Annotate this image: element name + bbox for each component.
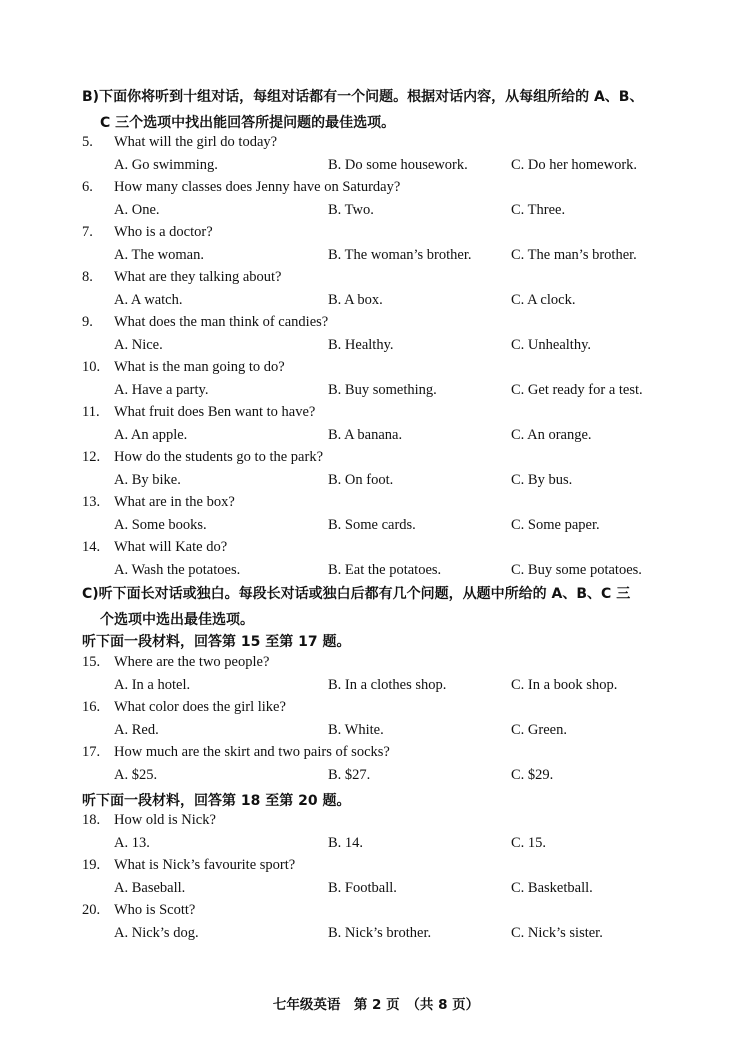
option-a: A. Nice.	[114, 337, 163, 353]
option-a: A. A watch.	[114, 292, 183, 308]
question-number: 10.	[82, 359, 101, 375]
option-c: C. Basketball.	[511, 880, 593, 896]
question-stem: How much are the skirt and two pairs of socks?	[114, 744, 390, 760]
question-7	[0, 224, 752, 269]
question-17	[0, 744, 752, 789]
option-b: B. Eat the potatoes.	[328, 562, 442, 578]
option-a: A. Red.	[114, 722, 159, 738]
option-c: C. By bus.	[511, 472, 573, 488]
option-a: A. Baseball.	[114, 880, 186, 896]
question-number: 18.	[82, 812, 101, 828]
section-c-heading-line1: C)听下面长对话或独白。每段长对话或独白后都有几个问题，从题中所给的 A、B、C 三	[82, 586, 631, 602]
question-number: 19.	[82, 857, 101, 873]
option-b: B. 14.	[328, 835, 364, 851]
section-b-heading	[82, 84, 682, 136]
option-a: A. Wash the potatoes.	[114, 562, 241, 578]
option-a: A. One.	[114, 202, 160, 218]
option-c: C. Three.	[511, 202, 566, 218]
option-c: C. Buy some potatoes.	[511, 562, 642, 578]
option-b: B. Buy something.	[328, 382, 437, 398]
option-b: B. Some cards.	[328, 517, 416, 533]
option-c: C. Green.	[511, 722, 567, 738]
page-footer: 七年级英语 第 2 页 （共 8 页）	[272, 997, 480, 1013]
question-stem: What fruit does Ben want to have?	[114, 404, 316, 420]
option-c: C. A clock.	[511, 292, 576, 308]
option-b: B. Football.	[328, 880, 397, 896]
question-stem: What does the man think of candies?	[114, 314, 329, 330]
question-stem: What will Kate do?	[114, 539, 228, 555]
option-b: B. Healthy.	[328, 337, 394, 353]
question-number: 16.	[82, 699, 101, 715]
question-stem: What are they talking about?	[114, 269, 282, 285]
question-stem: What are in the box?	[114, 494, 235, 510]
option-b: B. In a clothes shop.	[328, 677, 447, 693]
question-11	[0, 404, 752, 449]
option-a: A. By bike.	[114, 472, 181, 488]
question-stem: What will the girl do today?	[114, 134, 278, 150]
question-14	[0, 539, 752, 584]
question-9	[0, 314, 752, 359]
option-c: C. The man’s brother.	[511, 247, 637, 263]
option-a: A. An apple.	[114, 427, 188, 443]
option-b: B. White.	[328, 722, 384, 738]
option-b: B. A banana.	[328, 427, 403, 443]
question-number: 5.	[82, 134, 93, 150]
question-stem: How many classes does Jenny have on Saturday?	[114, 179, 401, 195]
question-number: 12.	[82, 449, 101, 465]
question-stem: How do the students go to the park?	[114, 449, 324, 465]
question-number: 15.	[82, 654, 101, 670]
option-b: B. Do some housework.	[328, 157, 468, 173]
question-stem: What color does the girl like?	[114, 699, 286, 715]
question-number: 8.	[82, 269, 93, 285]
option-c: C. Get ready for a test.	[511, 382, 643, 398]
option-c: C. Some paper.	[511, 517, 600, 533]
option-c: C. Nick’s sister.	[511, 925, 603, 941]
question-stem: Who is Scott?	[114, 902, 196, 918]
option-a: A. 13.	[114, 835, 150, 851]
option-b: B. On foot.	[328, 472, 394, 488]
question-number: 11.	[82, 404, 100, 420]
option-a: A. The woman.	[114, 247, 204, 263]
section-c-heading-line2: 个选项中选出最佳选项。	[100, 612, 254, 628]
option-b: B. A box.	[328, 292, 383, 308]
option-c: C. In a book shop.	[511, 677, 618, 693]
group-1-heading: 听下面一段材料，回答第 15 至第 17 题。	[82, 634, 351, 650]
question-15	[0, 654, 752, 699]
question-number: 13.	[82, 494, 101, 510]
option-c: C. $29.	[511, 767, 554, 783]
question-stem: What is Nick’s favourite sport?	[114, 857, 296, 873]
section-c-heading	[82, 581, 682, 633]
question-stem: What is the man going to do?	[114, 359, 285, 375]
option-b: B. The woman’s brother.	[328, 247, 472, 263]
question-18	[0, 812, 752, 857]
option-a: A. In a hotel.	[114, 677, 191, 693]
option-c: C. An orange.	[511, 427, 592, 443]
option-b: B. $27.	[328, 767, 371, 783]
question-13	[0, 494, 752, 539]
option-c: C. 15.	[511, 835, 547, 851]
option-c: C. Unhealthy.	[511, 337, 592, 353]
question-number: 9.	[82, 314, 93, 330]
question-number: 17.	[82, 744, 101, 760]
section-b-heading-line2: C 三个选项中找出能回答所提问题的最佳选项。	[100, 115, 396, 131]
question-19	[0, 857, 752, 902]
option-a: A. $25.	[114, 767, 158, 783]
question-8	[0, 269, 752, 314]
question-stem: Where are the two people?	[114, 654, 270, 670]
question-5	[0, 134, 752, 179]
option-a: A. Some books.	[114, 517, 207, 533]
section-b-heading-line1: B)下面你将听到十组对话，每组对话都有一个问题。根据对话内容，从每组所给的 A、B、	[82, 89, 644, 105]
option-a: A. Nick’s dog.	[114, 925, 199, 941]
question-10	[0, 359, 752, 404]
option-a: A. Have a party.	[114, 382, 209, 398]
question-6	[0, 179, 752, 224]
option-b: B. Two.	[328, 202, 374, 218]
question-16	[0, 699, 752, 744]
question-number: 20.	[82, 902, 101, 918]
question-number: 7.	[82, 224, 93, 240]
question-20	[0, 902, 752, 947]
group-2-heading: 听下面一段材料，回答第 18 至第 20 题。	[82, 793, 351, 809]
question-stem: How old is Nick?	[114, 812, 216, 828]
option-c: C. Do her homework.	[511, 157, 638, 173]
option-a: A. Go swimming.	[114, 157, 218, 173]
question-number: 6.	[82, 179, 93, 195]
option-b: B. Nick’s brother.	[328, 925, 432, 941]
question-number: 14.	[82, 539, 101, 555]
question-stem: Who is a doctor?	[114, 224, 213, 240]
question-12	[0, 449, 752, 494]
